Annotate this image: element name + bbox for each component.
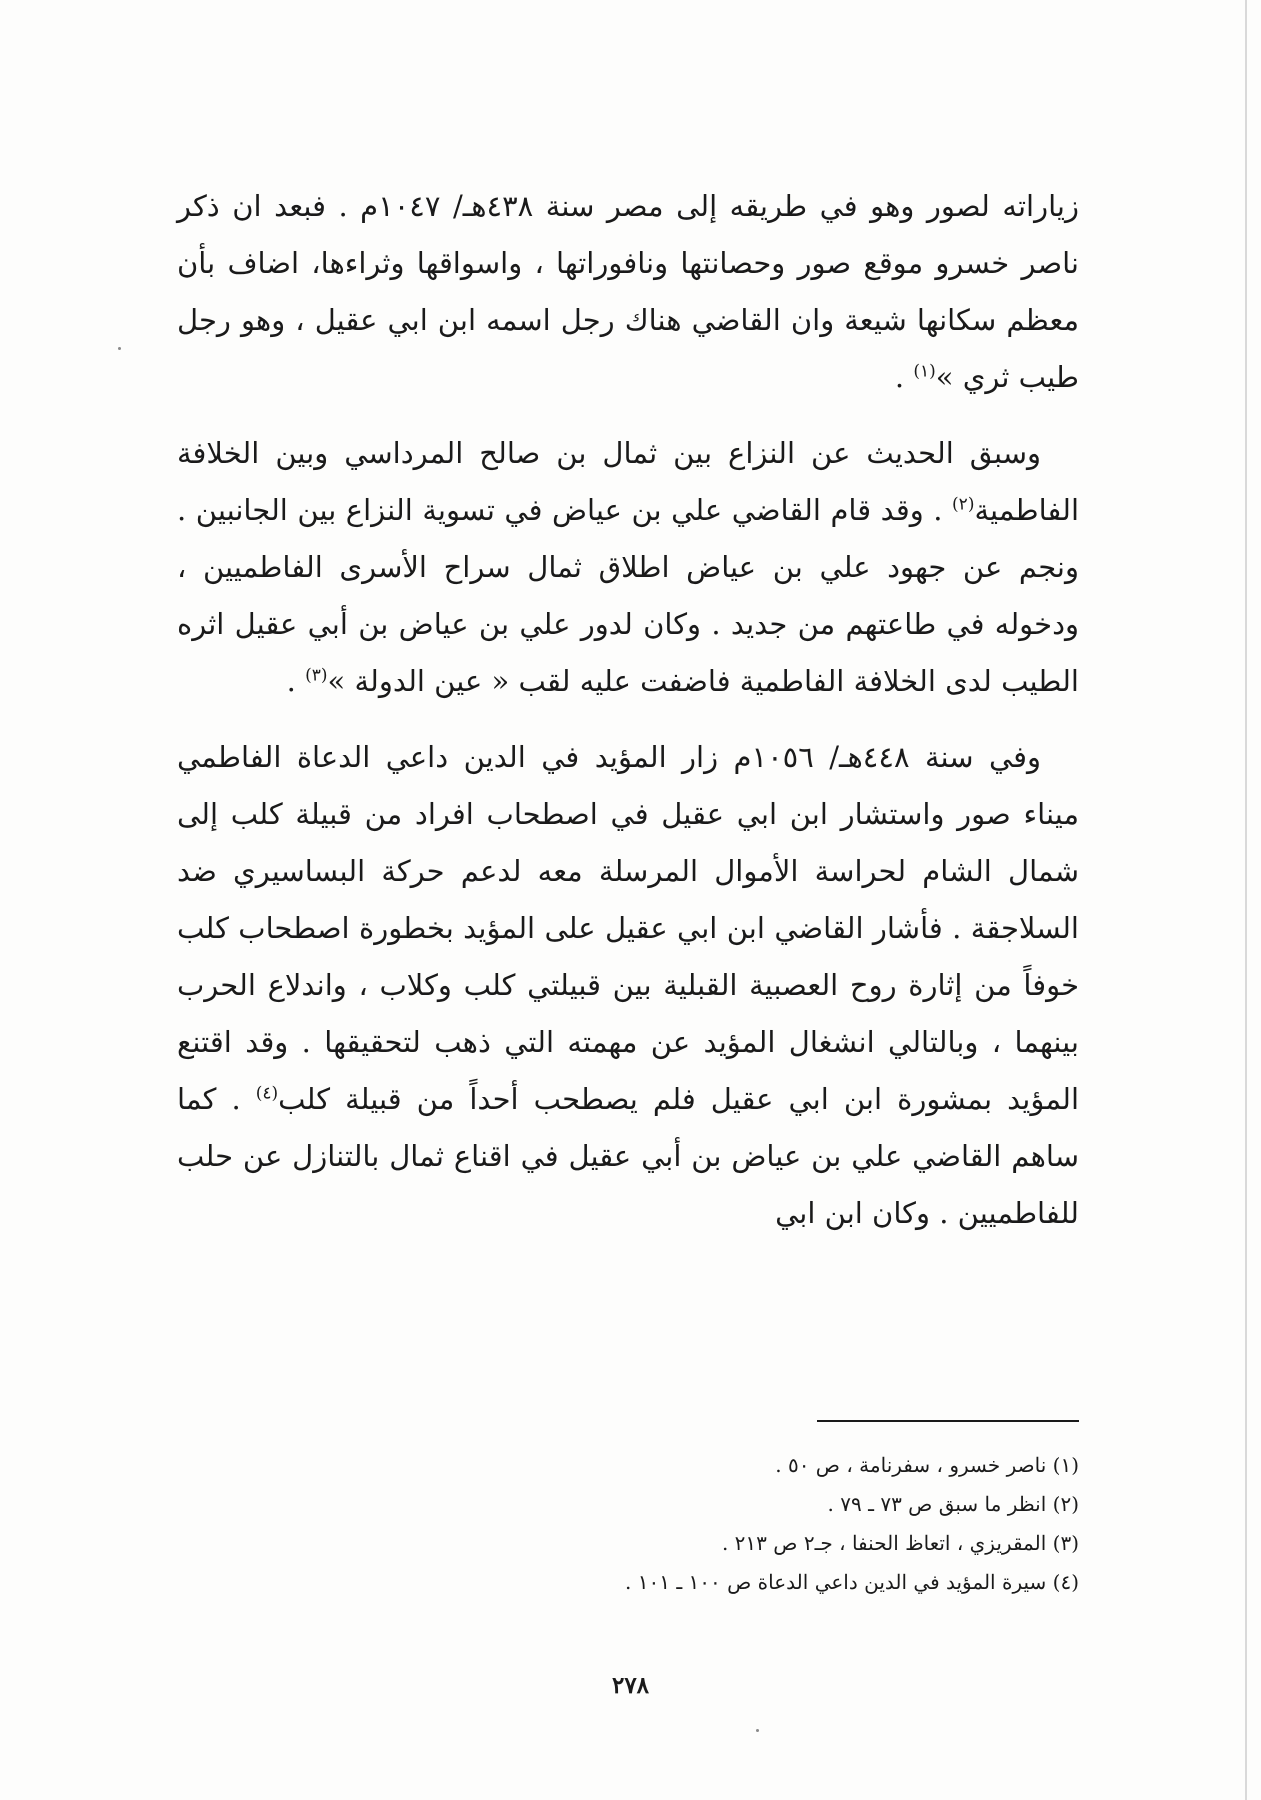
text-run: وفي سنة ٤٤٨هـ/ ١٠٥٦م زار المؤيد في الدين داعي الدعاة الفاطمي ميناء صور واستشار ابن ابي عقيل في اصطحاب افراد من قبيلة كلب إلى شمال الشام لحراسة الأموال المرسلة معه لدعم حركة البساسيري ضد السلاجقة . فأشار القاضي ابن ابي عقيل على المؤيد بخطورة اصطحاب كلب خوفاً من إثارة روح العصبية القبلية بين قبيلتي كلب وكلاب ، واندلاع الحرب بينهما ، وبالتالي انشغال المؤيد عن مهمته التي ذهب لتحقيقها . وقد اقتنع المؤيد بمشورة ابن ابي عقيل فلم يصطحب أحداً من قبيلة كلب xyxy=(177,740,1080,1116)
footnote-reference: (٣) xyxy=(305,665,328,686)
text-run: . xyxy=(894,360,914,394)
footnote-2: (٢) انظر ما سبق ص ٧٣ ـ ٧٩ . xyxy=(827,1492,1079,1516)
scan-speck xyxy=(756,1729,759,1732)
scan-speck xyxy=(118,347,121,350)
paragraph xyxy=(177,178,1079,406)
paragraph xyxy=(177,425,1079,710)
footnote-reference: (٤) xyxy=(255,1083,279,1104)
paragraph xyxy=(177,729,1079,1242)
text-run: . كما ساهم القاضي علي بن عياض بن أبي عقيل في اقناع ثمال بالتنازل عن حلب للفاطميين . وكان ابن ابي xyxy=(177,1082,1079,1230)
footnote-1: (١) ناصر خسرو ، سفرنامة ، ص ٥٠ . xyxy=(775,1453,1079,1477)
footnote-4: (٤) سيرة المؤيد في الدين داعي الدعاة ص ١٠٠ ـ ١٠١ . xyxy=(625,1570,1079,1594)
text-run: وسبق الحديث عن النزاع بين ثمال بن صالح المرداسي وبين الخلافة الفاطمية xyxy=(177,436,1079,527)
page-number: ٢٧٨ xyxy=(611,1672,650,1699)
text-run: . وقد قام القاضي علي بن عياض في تسوية النزاع بين الجانبين . ونجم عن جهود علي بن عياض اطلاق ثمال سراح الأسرى الفاطميين ، ودخوله في طاعتهم من جديد . وكان لدور علي بن عياض بن أبي عقيل اثره الطيب لدى الخلافة الفاطمية فاضفت عليه لقب « عين الدولة » xyxy=(177,493,1079,698)
footnote-reference: (١) xyxy=(913,361,936,382)
text-run: . xyxy=(286,664,306,698)
footnote-separator xyxy=(817,1420,1079,1422)
footnote-3: (٣) المقريزي ، اتعاظ الحنفا ، جـ٢ ص ٢١٣ . xyxy=(721,1531,1079,1555)
text-run: زياراته لصور وهو في طريقه إلى مصر سنة ٤٣٨هـ/ ١٠٤٧م . فبعد ان ذكر ناصر خسرو موقع صور وحصانتها ونافوراتها ، واسواقها وثراءها، اضاف بأن معظم سكانها شيعة وان القاضي هناك رجل اسمه ابن ابي عقيل ، وهو رجل طيب ثري » xyxy=(177,189,1079,394)
scan-edge xyxy=(1245,0,1247,1800)
footnotes xyxy=(177,1446,1079,1602)
footnote-reference: (٢) xyxy=(952,494,975,515)
main-text xyxy=(177,178,1079,1242)
